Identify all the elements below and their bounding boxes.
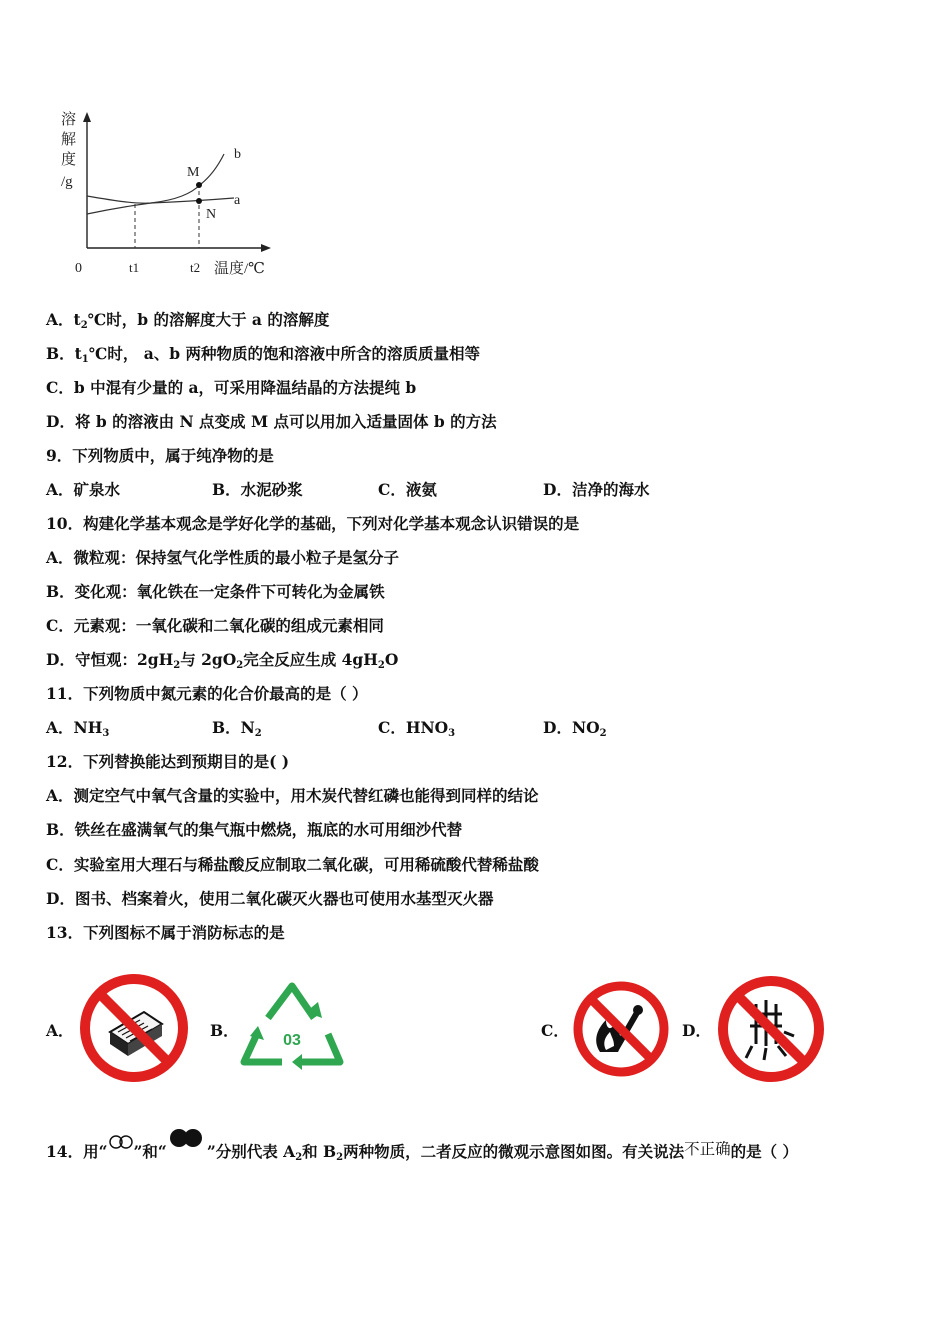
- not-correct-emphasis: 不正确: [684, 1140, 731, 1158]
- q8-option-d: D．将 b 的溶液由 N 点变成 M 点可以用加入适量固体 b 的方法: [46, 412, 497, 431]
- q9-option-d: D．洁净的海水: [543, 480, 650, 499]
- q14-stem: 14．用“ ”和“ ”分别代表 $A_2$和 $B_2$两种物质，二者反应的微观示意图如图。有关说法不正确的是（ ）: [46, 1127, 798, 1162]
- point-n: [196, 198, 202, 204]
- x-axis-arrow: [261, 244, 271, 252]
- q10-option-a: A．微粒观：保持氢气化学性质的最小粒子是氢分子: [46, 548, 400, 567]
- point-m: [196, 182, 202, 188]
- t2-label: t2: [190, 260, 201, 275]
- q11-stem: 11．下列物质中氮元素的化合价最高的是（ ）: [46, 684, 368, 703]
- t1-label: t1: [129, 260, 140, 275]
- svg-text:/g: /g: [61, 174, 73, 190]
- q11-option-d: D．$NO_2$: [543, 718, 607, 739]
- curve-b: [87, 154, 224, 203]
- y-axis-label: [61, 111, 76, 190]
- q10-option-c: C．元素观：一氧化碳和二氧化碳的组成元素相同: [46, 616, 384, 635]
- x-axis-label: 温度/℃: [214, 261, 265, 277]
- q8-option-c: C．b 中混有少量的 a，可采用降温结晶的方法提纯 b: [46, 378, 417, 397]
- q12-stem: 12．下列替换能达到预期目的是( ): [46, 752, 290, 771]
- q12-option-b: B．铁丝在盛满氧气的集气瓶中燃烧，瓶底的水可用细沙代替: [46, 820, 463, 839]
- q9-option-a: A．矿泉水: [46, 480, 121, 499]
- q13-stem: 13．下列图标不属于消防标志的是: [46, 923, 285, 942]
- svg-text:解: 解: [61, 132, 77, 148]
- no-fire-sign: [572, 980, 670, 1078]
- q13-label-b: B．: [210, 1021, 239, 1040]
- recycle-arrows-icon: [244, 986, 340, 1062]
- no-matches-sign: [78, 972, 190, 1084]
- recycle-sign: [238, 978, 346, 1076]
- curve-b-label: b: [234, 147, 241, 162]
- b2-molecule-icon: [167, 1127, 207, 1149]
- point-m-label: M: [187, 165, 200, 180]
- a2-molecule-icon: [108, 1133, 134, 1151]
- origin-label: 0: [75, 261, 82, 276]
- q8-option-b: B．$t_1℃$时， a、b 两种物质的饱和溶液中所含的溶质质量相等: [46, 344, 480, 365]
- q12-option-c: C．实验室用大理石与稀盐酸反应制取二氧化碳，可用稀硫酸代替稀盐酸: [46, 855, 539, 874]
- q8-option-a: A．$t_2℃$时，b 的溶解度大于 a 的溶解度: [46, 310, 330, 331]
- q13-label-a: A．: [46, 1021, 74, 1040]
- q11-option-c: C．$HNO_3$: [378, 718, 456, 739]
- no-fireworks-sign: [716, 974, 826, 1084]
- q11-option-b: B．$N_2$: [212, 718, 262, 739]
- point-n-label: N: [206, 207, 217, 222]
- svg-text:溶: 溶: [61, 112, 77, 128]
- q11-option-a: A．$NH_3$: [46, 718, 110, 739]
- q10-option-d: D．守恒观：$2gH_2$与 $2gO_2$完全反应生成 $4gH_2O$: [46, 650, 399, 671]
- recycle-code: 03: [283, 1032, 301, 1049]
- q9-stem: 9．下列物质中，属于纯净物的是: [46, 446, 274, 465]
- q10-stem: 10．构建化学基本观念是学好化学的基础，下列对化学基本观念认识错误的是: [46, 514, 580, 533]
- y-axis-arrow: [83, 112, 91, 122]
- q9-option-c: C．液氨: [378, 480, 437, 499]
- q12-option-a: A．测定空气中氧气含量的实验中，用木炭代替红磷也能得到同样的结论: [46, 786, 539, 805]
- svg-text:度: 度: [61, 152, 77, 168]
- q9-option-b: B．水泥砂浆: [212, 480, 303, 499]
- q13-label-d: D．: [682, 1021, 711, 1040]
- q13-label-c: C．: [541, 1021, 569, 1040]
- q12-option-d: D．图书、档案着火，使用二氧化碳灭火器也可使用水基型灭火器: [46, 889, 494, 908]
- curve-a-label: a: [234, 193, 241, 208]
- q10-option-b: B．变化观：氧化铁在一定条件下可转化为金属铁: [46, 582, 385, 601]
- solubility-graph: [56, 106, 286, 286]
